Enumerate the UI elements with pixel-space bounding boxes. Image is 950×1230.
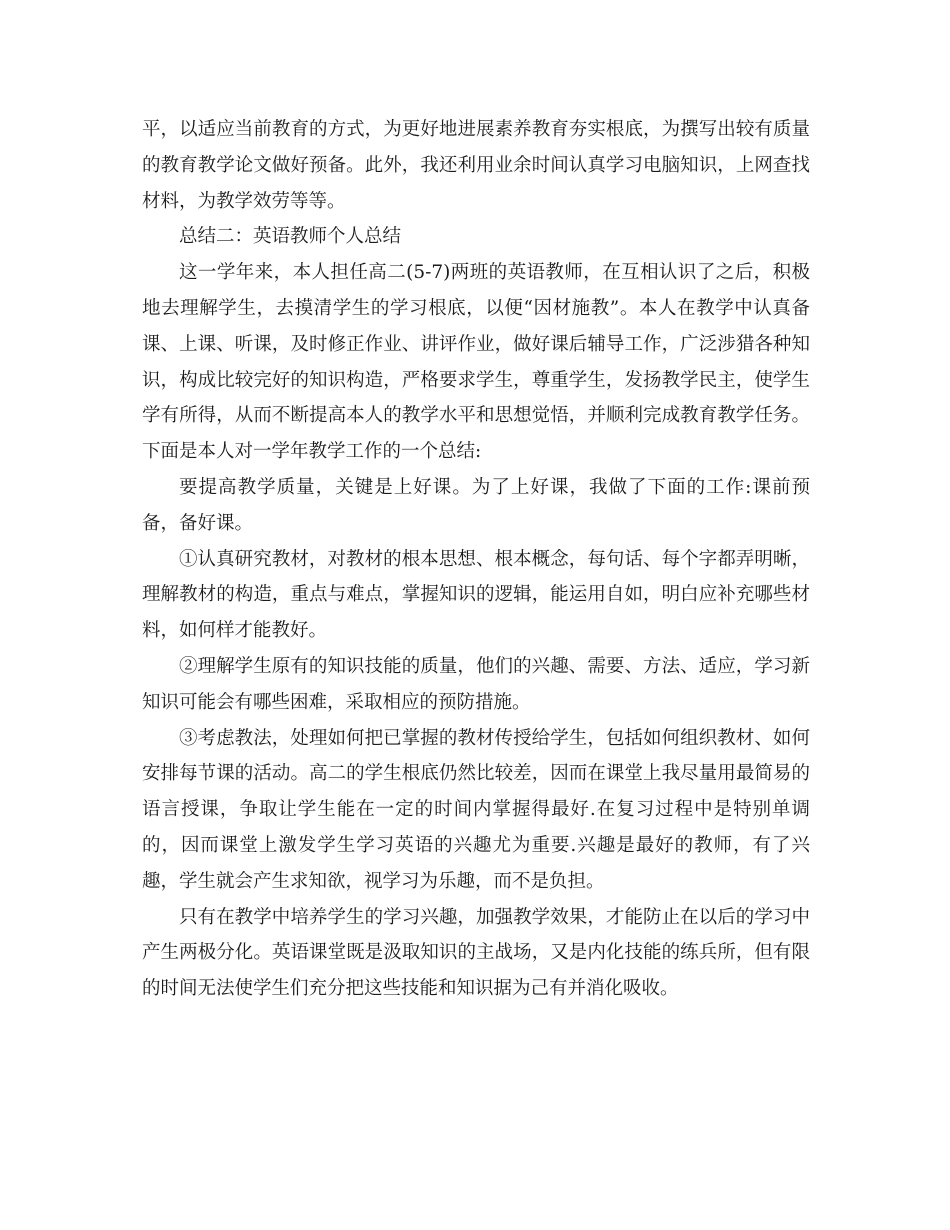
- document-body: [142, 112, 810, 1007]
- paragraph-continuation: 平，以适应当前教育的方式，为更好地进展素养教育夯实根底，为撰写出较有质量的教育教学论文做好预备。此外，我还利用业余时间认真学习电脑知识，上网查找材料，为教学效劳等等。: [142, 119, 810, 212]
- paragraph-lesson-prep: 要提高教学质量，关键是上好课。为了上好课，我做了下面的工作:课前预备，备好课。: [142, 476, 810, 534]
- section-heading: 总结二：英语教师个人总结: [179, 226, 402, 248]
- paragraph-point-1: ①认真研究教材，对教材的根本思想、根本概念，每句话、每个字都弄明晰，理解教材的构造，重点与难点，掌握知识的逻辑，能运用自如，明白应补充哪些材料，如何样才能教好。: [142, 548, 810, 642]
- paragraph-point-2: ②理解学生原有的知识技能的质量，他们的兴趣、需要、方法、适应，学习新知识可能会有哪些困难，采取相应的预防措施。: [142, 655, 810, 713]
- paragraph-point-3: ③考虑教法，处理如何把已掌握的教材传授给学生，包括如何组织教材、如何安排每节课的活动。高二的学生根底仍然比较差，因而在课堂上我尽量用最简易的语言授课，争取让学生能在一定的时间内掌握得最好.在复习过程中是特别单调的，因而课堂上激发学生学习英语的兴趣尤为重要.兴趣是最好的教师，有了兴趣，学生就会产生求知欲，视学习为乐趣，而不是负担。: [142, 727, 810, 892]
- paragraph-conclusion: 只有在教学中培养学生的学习兴趣，加强教学效果，才能防止在以后的学习中产生两极分化。英语课堂既是汲取知识的主战场，又是内化技能的练兵所，但有限的时间无法使学生们充分把这些技能和知识据为己有并消化吸收。: [142, 906, 810, 1000]
- paragraph-intro: 这一学年来，本人担任高二(5-7)两班的英语教师，在互相认识了之后，积极地去理解学生，去摸清学生的学习根底，以便“因材施教”。本人在教学中认真备课、上课、听课，及时修正作业、讲评作业，做好课后辅导工作，广泛涉猎各种知识，构成比较完好的知识构造，严格要求学生，尊重学生，发扬教学民主，使学生学有所得，从而不断提高本人的教学水平和思想觉悟，并顺利完成教育教学任务。下面是本人对一学年教学工作的一个总结:: [142, 262, 810, 463]
